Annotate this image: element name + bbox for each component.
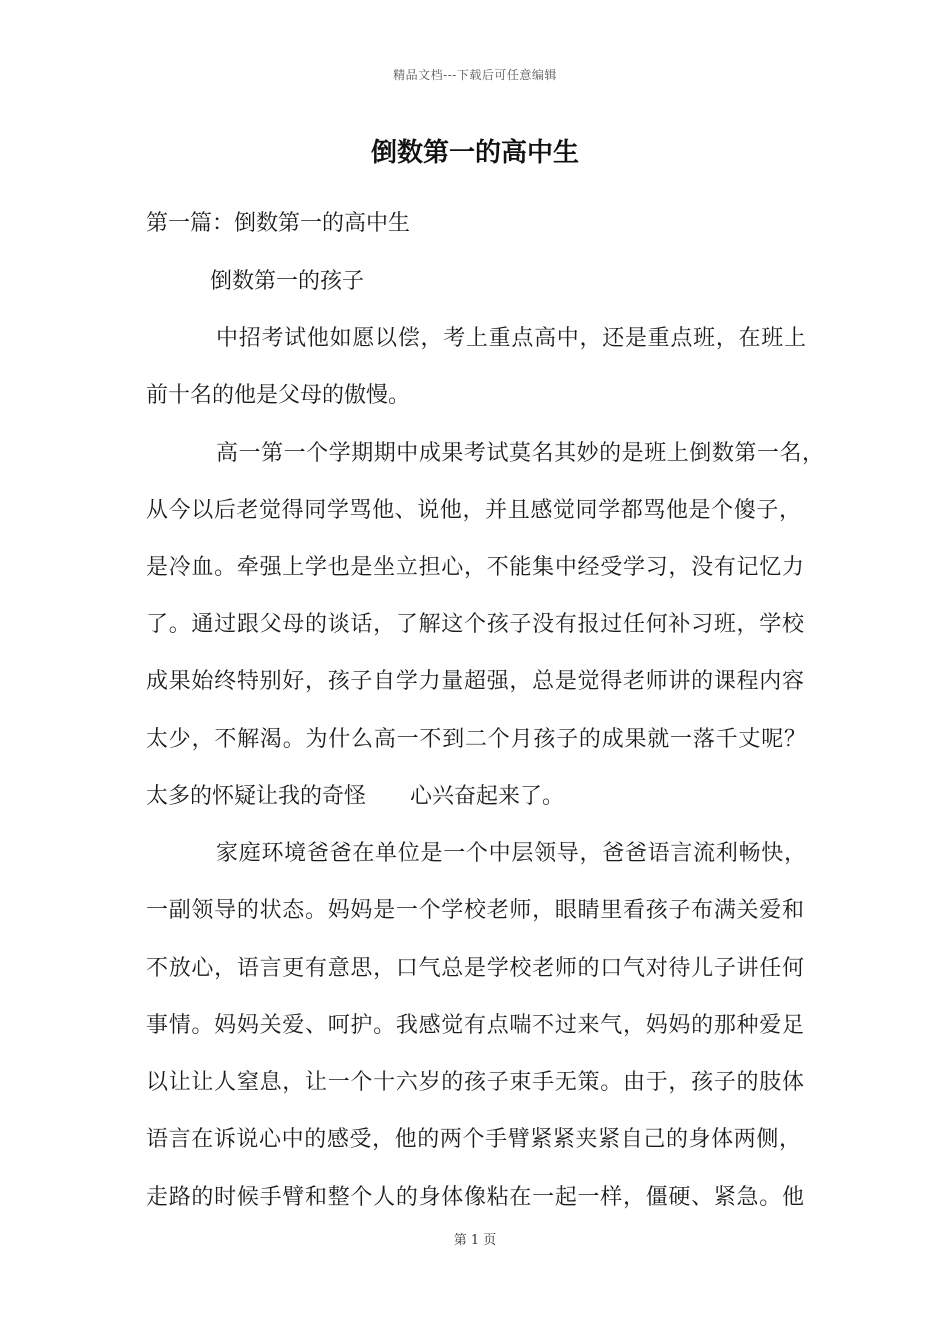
paragraph-line: 了。通过跟父母的谈话，了解这个孩子没有报过任何补习班，学校	[146, 612, 804, 637]
paragraph-line: 一副领导的状态。妈妈是一个学校老师，眼睛里看孩子布满关爱和	[146, 898, 804, 923]
paragraph-line: 事情。妈妈关爱、呵护。我感觉有点喘不过来气，妈妈的那种爱足	[146, 1013, 804, 1038]
paragraph-line: 以让让人窒息，让一个十六岁的孩子束手无策。由于，孩子的肢体	[146, 1070, 804, 1095]
section-heading: 第一篇：倒数第一的高中生	[146, 211, 411, 236]
paragraph-line: 从今以后老觉得同学骂他、说他，并且感觉同学都骂他是个傻子，	[146, 498, 801, 523]
paragraph-line: 走路的时候手臂和整个人的身体像粘在一起一样，僵硬、紧急。他	[146, 1185, 804, 1210]
document-title: 倒数第一的高中生	[370, 138, 579, 168]
paragraph-line: 前十名的他是父母的傲慢。	[146, 383, 411, 408]
paragraph-line: 家庭环境爸爸在单位是一个中层领导，爸爸语言流利畅快，	[216, 841, 806, 866]
paragraph-line: 太多的怀疑让我的奇怪 心兴奋起来了。	[146, 784, 565, 809]
paragraph-line: 成果始终特别好，孩子自学力量超强，总是觉得老师讲的课程内容	[146, 669, 804, 694]
paragraph-line: 高一第一个学期期中成果考试莫名其妙的是班上倒数第一名，	[216, 441, 824, 466]
paragraph-line: 语言在诉说心中的感受，他的两个手臂紧紧夹紧自己的身体两侧，	[146, 1127, 801, 1152]
subheading: 倒数第一的孩子	[210, 269, 365, 294]
paragraph-line: 不放心，语言更有意思，口气总是学校老师的口气对待儿子讲任何	[146, 956, 804, 981]
page-header: 精品文档---下载后可任意编辑	[393, 68, 557, 82]
paragraph-line: 是冷血。牵强上学也是坐立担心，不能集中经受学习，没有记忆力	[146, 555, 804, 580]
paragraph-line: 太少，不解渴。为什么高一不到二个月孩子的成果就一落千丈呢？	[146, 727, 806, 752]
paragraph-line: 中招考试他如愿以偿，考上重点高中，还是重点班，在班上	[216, 326, 806, 351]
page-number: 第 1 页	[453, 1233, 497, 1248]
